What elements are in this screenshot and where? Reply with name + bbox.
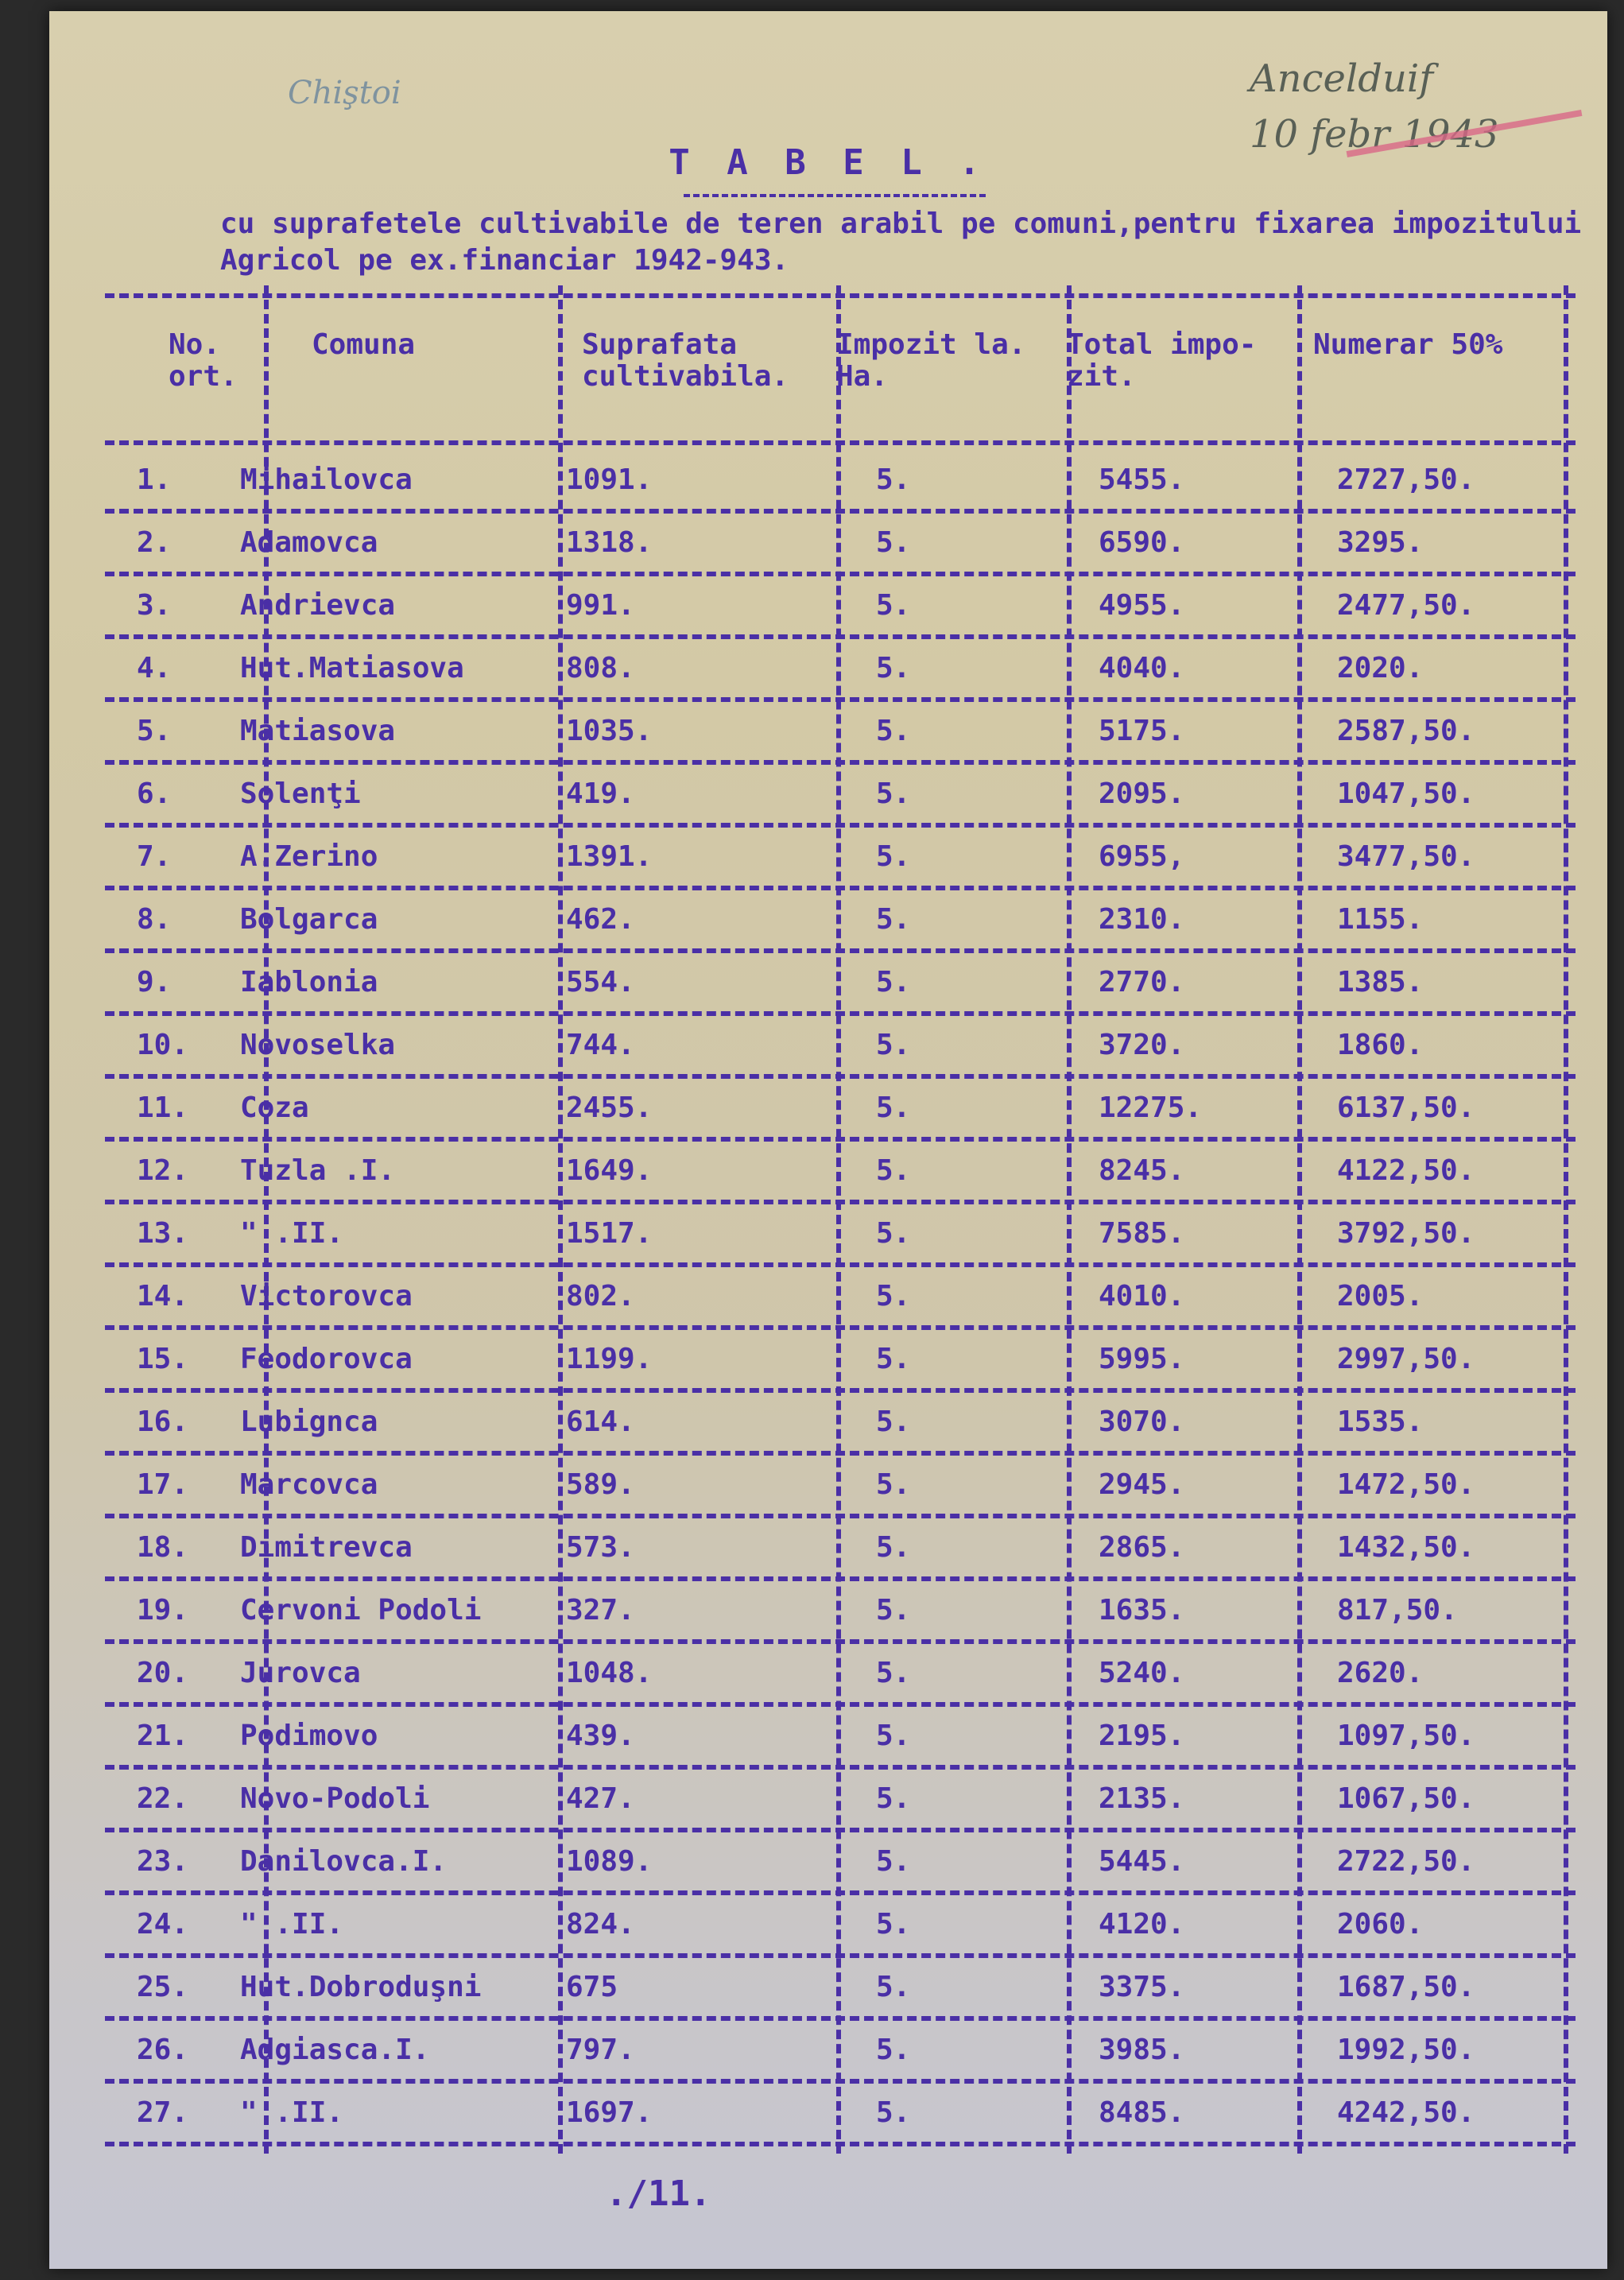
cell-comuna: Novoselka bbox=[240, 1029, 396, 1061]
cell-total: 4040. bbox=[1099, 652, 1185, 684]
cell-total: 1635. bbox=[1099, 1594, 1185, 1627]
cell-total: 4010. bbox=[1099, 1280, 1185, 1313]
handwritten-line-1: Ancelduif bbox=[1250, 56, 1433, 101]
cell-numerar: 3477,50. bbox=[1337, 840, 1475, 873]
cell-impozit: 5. bbox=[876, 1594, 911, 1627]
cell-impozit: 5. bbox=[876, 2096, 911, 2129]
cell-total: 2135. bbox=[1099, 1782, 1185, 1815]
cell-comuna: " .II. bbox=[240, 1217, 344, 1250]
cell-numerar: 1472,50. bbox=[1337, 1468, 1475, 1501]
cell-numerar: 1155. bbox=[1337, 903, 1424, 936]
cell-suprafata: 991. bbox=[566, 589, 635, 622]
cell-suprafata: 1649. bbox=[566, 1154, 653, 1187]
table-row bbox=[137, 1516, 1576, 1579]
cell-impozit: 5. bbox=[876, 903, 911, 936]
document-subtitle: cu suprafetele cultivabile de teren arabil pe comuni,pentru fixarea impozitului Agricol pe ex.financiar 1942-943. bbox=[220, 207, 1582, 277]
cell-suprafata: 744. bbox=[566, 1029, 635, 1061]
cell-total: 2945. bbox=[1099, 1468, 1185, 1501]
document-page bbox=[49, 11, 1607, 2269]
cell-comuna: " .II. bbox=[240, 1908, 344, 1941]
cell-impozit: 5. bbox=[876, 1531, 911, 1564]
cell-total: 3070. bbox=[1099, 1406, 1185, 1438]
cell-numerar: 2005. bbox=[1337, 1280, 1424, 1313]
cell-comuna: Adgiasca.I. bbox=[240, 2034, 430, 2066]
table-row bbox=[137, 1767, 1576, 1830]
cell-suprafata: 1091. bbox=[566, 463, 653, 496]
cell-suprafata: 614. bbox=[566, 1406, 635, 1438]
cell-suprafata: 797. bbox=[566, 2034, 635, 2066]
table-row bbox=[137, 2081, 1576, 2144]
cell-total: 4955. bbox=[1099, 589, 1185, 622]
cell-comuna: Danilovca.I. bbox=[240, 1845, 448, 1878]
cell-total: 5445. bbox=[1099, 1845, 1185, 1878]
cell-numerar: 6137,50. bbox=[1337, 1092, 1475, 1124]
handwritten-line-2: 10 febr 1943 bbox=[1250, 112, 1499, 157]
cell-numerar: 4122,50. bbox=[1337, 1154, 1475, 1187]
cell-suprafata: 675 bbox=[566, 1971, 618, 2003]
cell-comuna: Andrievca bbox=[240, 589, 396, 622]
cell-nr: 16. bbox=[137, 1406, 189, 1438]
cell-suprafata: 1391. bbox=[566, 840, 653, 873]
header-comuna: Comuna bbox=[312, 328, 416, 361]
cell-nr: 24. bbox=[137, 1908, 189, 1941]
cell-comuna: Cervoni Podoli bbox=[240, 1594, 482, 1627]
cell-comuna: Podimovo bbox=[240, 1720, 378, 1752]
cell-suprafata: 439. bbox=[566, 1720, 635, 1752]
cell-total: 5240. bbox=[1099, 1657, 1185, 1689]
cell-impozit: 5. bbox=[876, 1280, 911, 1313]
table-row bbox=[137, 1579, 1576, 1642]
cell-suprafata: 1199. bbox=[566, 1343, 653, 1375]
table-row bbox=[137, 700, 1576, 762]
cell-suprafata: 2455. bbox=[566, 1092, 653, 1124]
table-row bbox=[137, 574, 1576, 637]
header-nr: No. ort. bbox=[169, 328, 238, 393]
table-row bbox=[137, 2018, 1576, 2081]
cell-impozit: 5. bbox=[876, 777, 911, 810]
cell-comuna: Feodorovca bbox=[240, 1343, 413, 1375]
cell-impozit: 5. bbox=[876, 840, 911, 873]
cell-suprafata: 1089. bbox=[566, 1845, 653, 1878]
cell-suprafata: 462. bbox=[566, 903, 635, 936]
header-suprafata: Suprafata cultivabila. bbox=[582, 328, 789, 393]
cell-impozit: 5. bbox=[876, 1971, 911, 2003]
cell-impozit: 5. bbox=[876, 1343, 911, 1375]
cell-numerar: 4242,50. bbox=[1337, 2096, 1475, 2129]
cell-nr: 12. bbox=[137, 1154, 189, 1187]
cell-impozit: 5. bbox=[876, 1782, 911, 1815]
table-row bbox=[137, 1893, 1576, 1956]
cell-total: 2095. bbox=[1099, 777, 1185, 810]
cell-numerar: 2020. bbox=[1337, 652, 1424, 684]
handwritten-note-left: Chiştoi bbox=[288, 75, 401, 111]
table-row bbox=[137, 951, 1576, 1014]
table-body bbox=[137, 448, 1576, 2144]
cell-nr: 3. bbox=[137, 589, 172, 622]
cell-comuna: Novo-Podoli bbox=[240, 1782, 430, 1815]
cell-suprafata: 419. bbox=[566, 777, 635, 810]
cell-nr: 1. bbox=[137, 463, 172, 496]
cell-numerar: 1535. bbox=[1337, 1406, 1424, 1438]
cell-nr: 6. bbox=[137, 777, 172, 810]
cell-impozit: 5. bbox=[876, 715, 911, 747]
cell-impozit: 5. bbox=[876, 2034, 911, 2066]
cell-total: 5995. bbox=[1099, 1343, 1185, 1375]
cell-nr: 26. bbox=[137, 2034, 189, 2066]
cell-comuna: Solenţi bbox=[240, 777, 361, 810]
cell-nr: 5. bbox=[137, 715, 172, 747]
cell-suprafata: 808. bbox=[566, 652, 635, 684]
cell-nr: 17. bbox=[137, 1468, 189, 1501]
cell-suprafata: 802. bbox=[566, 1280, 635, 1313]
table-row bbox=[137, 1328, 1576, 1390]
cell-impozit: 5. bbox=[876, 1406, 911, 1438]
cell-suprafata: 1035. bbox=[566, 715, 653, 747]
cell-numerar: 2060. bbox=[1337, 1908, 1424, 1941]
cell-nr: 22. bbox=[137, 1782, 189, 1815]
cell-nr: 21. bbox=[137, 1720, 189, 1752]
cell-nr: 14. bbox=[137, 1280, 189, 1313]
cell-comuna: Hut.Matiasova bbox=[240, 652, 464, 684]
table-row bbox=[137, 1076, 1576, 1139]
cell-comuna: Mihailovca bbox=[240, 463, 413, 496]
cell-nr: 4. bbox=[137, 652, 172, 684]
cell-comuna: Coza bbox=[240, 1092, 309, 1124]
cell-nr: 20. bbox=[137, 1657, 189, 1689]
cell-numerar: 1067,50. bbox=[1337, 1782, 1475, 1815]
table-row bbox=[137, 762, 1576, 825]
cell-comuna: Dimitrevca bbox=[240, 1531, 413, 1564]
cell-impozit: 5. bbox=[876, 1468, 911, 1501]
document-title: T A B E L . bbox=[669, 142, 988, 183]
cell-numerar: 3792,50. bbox=[1337, 1217, 1475, 1250]
cell-numerar: 1992,50. bbox=[1337, 2034, 1475, 2066]
cell-numerar: 1097,50. bbox=[1337, 1720, 1475, 1752]
cell-suprafata: 554. bbox=[566, 966, 635, 998]
cell-impozit: 5. bbox=[876, 652, 911, 684]
cell-total: 4120. bbox=[1099, 1908, 1185, 1941]
cell-suprafata: 824. bbox=[566, 1908, 635, 1941]
header-total: Total impo-zit. bbox=[1067, 328, 1257, 393]
cell-total: 6955, bbox=[1099, 840, 1185, 873]
cell-comuna: Jurovca bbox=[240, 1657, 361, 1689]
cell-total: 5175. bbox=[1099, 715, 1185, 747]
cell-impozit: 5. bbox=[876, 1092, 911, 1124]
cell-impozit: 5. bbox=[876, 1217, 911, 1250]
cell-nr: 18. bbox=[137, 1531, 189, 1564]
cell-total: 3375. bbox=[1099, 1971, 1185, 2003]
cell-comuna: Victorovca bbox=[240, 1280, 413, 1313]
cell-suprafata: 1517. bbox=[566, 1217, 653, 1250]
cell-impozit: 5. bbox=[876, 966, 911, 998]
data-table bbox=[137, 285, 1576, 2154]
header-impozit: Impozit la. Ha. bbox=[836, 328, 1026, 393]
cell-numerar: 2587,50. bbox=[1337, 715, 1475, 747]
table-row bbox=[137, 1265, 1576, 1328]
row-rule bbox=[105, 2142, 1576, 2146]
table-row bbox=[137, 1704, 1576, 1767]
header-numerar: Numerar 50% bbox=[1313, 328, 1503, 361]
table-row bbox=[137, 448, 1576, 511]
cell-numerar: 3295. bbox=[1337, 526, 1424, 559]
cell-numerar: 2727,50. bbox=[1337, 463, 1475, 496]
cell-nr: 23. bbox=[137, 1845, 189, 1878]
cell-numerar: 2722,50. bbox=[1337, 1845, 1475, 1878]
table-row bbox=[137, 1642, 1576, 1704]
cell-suprafata: 427. bbox=[566, 1782, 635, 1815]
cell-comuna: A.Zerino bbox=[240, 840, 378, 873]
cell-total: 3985. bbox=[1099, 2034, 1185, 2066]
cell-total: 8245. bbox=[1099, 1154, 1185, 1187]
table-row bbox=[137, 1014, 1576, 1076]
cell-total: 6590. bbox=[1099, 526, 1185, 559]
cell-impozit: 5. bbox=[876, 1908, 911, 1941]
cell-nr: 27. bbox=[137, 2096, 189, 2129]
cell-impozit: 5. bbox=[876, 1029, 911, 1061]
cell-numerar: 1432,50. bbox=[1337, 1531, 1475, 1564]
cell-nr: 7. bbox=[137, 840, 172, 873]
cell-impozit: 5. bbox=[876, 1657, 911, 1689]
cell-comuna: Iablonia bbox=[240, 966, 378, 998]
cell-nr: 9. bbox=[137, 966, 172, 998]
cell-nr: 2. bbox=[137, 526, 172, 559]
table-row bbox=[137, 1453, 1576, 1516]
cell-impozit: 5. bbox=[876, 589, 911, 622]
cell-suprafata: 589. bbox=[566, 1468, 635, 1501]
cell-impozit: 5. bbox=[876, 1845, 911, 1878]
cell-comuna: Matiasova bbox=[240, 715, 396, 747]
cell-comuna: " .II. bbox=[240, 2096, 344, 2129]
cell-numerar: 1385. bbox=[1337, 966, 1424, 998]
cell-nr: 11. bbox=[137, 1092, 189, 1124]
table-row bbox=[137, 637, 1576, 700]
cell-suprafata: 1697. bbox=[566, 2096, 653, 2129]
table-row bbox=[137, 825, 1576, 888]
title-underline bbox=[684, 194, 986, 200]
cell-total: 7585. bbox=[1099, 1217, 1185, 1250]
table-row bbox=[137, 511, 1576, 574]
cell-nr: 10. bbox=[137, 1029, 189, 1061]
cell-impozit: 5. bbox=[876, 463, 911, 496]
table-row bbox=[137, 1390, 1576, 1453]
cell-suprafata: 327. bbox=[566, 1594, 635, 1627]
cell-total: 2865. bbox=[1099, 1531, 1185, 1564]
cell-nr: 15. bbox=[137, 1343, 189, 1375]
table-row bbox=[137, 1830, 1576, 1893]
cell-numerar: 817,50. bbox=[1337, 1594, 1458, 1627]
cell-suprafata: 573. bbox=[566, 1531, 635, 1564]
cell-total: 5455. bbox=[1099, 463, 1185, 496]
table-row bbox=[137, 1202, 1576, 1265]
cell-nr: 25. bbox=[137, 1971, 189, 2003]
cell-comuna: Bolgarca bbox=[240, 903, 378, 936]
cell-total: 3720. bbox=[1099, 1029, 1185, 1061]
table-row bbox=[137, 888, 1576, 951]
cell-comuna: Marcovca bbox=[240, 1468, 378, 1501]
cell-impozit: 5. bbox=[876, 1154, 911, 1187]
table-row bbox=[137, 1139, 1576, 1202]
cell-nr: 13. bbox=[137, 1217, 189, 1250]
cell-comuna: Hut.Dobroduşni bbox=[240, 1971, 482, 2003]
cell-impozit: 5. bbox=[876, 526, 911, 559]
cell-suprafata: 1318. bbox=[566, 526, 653, 559]
cell-suprafata: 1048. bbox=[566, 1657, 653, 1689]
cell-total: 2195. bbox=[1099, 1720, 1185, 1752]
table-row bbox=[137, 1956, 1576, 2018]
cell-comuna: Tuzla .I. bbox=[240, 1154, 396, 1187]
cell-impozit: 5. bbox=[876, 1720, 911, 1752]
cell-nr: 19. bbox=[137, 1594, 189, 1627]
cell-numerar: 2620. bbox=[1337, 1657, 1424, 1689]
cell-total: 8485. bbox=[1099, 2096, 1185, 2129]
cell-total: 2310. bbox=[1099, 903, 1185, 936]
cell-numerar: 1687,50. bbox=[1337, 1971, 1475, 2003]
cell-numerar: 1860. bbox=[1337, 1029, 1424, 1061]
cell-total: 12275. bbox=[1099, 1092, 1203, 1124]
cell-numerar: 2477,50. bbox=[1337, 589, 1475, 622]
cell-numerar: 2997,50. bbox=[1337, 1343, 1475, 1375]
cell-comuna: Adamovca bbox=[240, 526, 378, 559]
page-number-mark: ./11. bbox=[606, 2173, 711, 2214]
cell-total: 2770. bbox=[1099, 966, 1185, 998]
cell-numerar: 1047,50. bbox=[1337, 777, 1475, 810]
cell-nr: 8. bbox=[137, 903, 172, 936]
cell-comuna: Lubignca bbox=[240, 1406, 378, 1438]
